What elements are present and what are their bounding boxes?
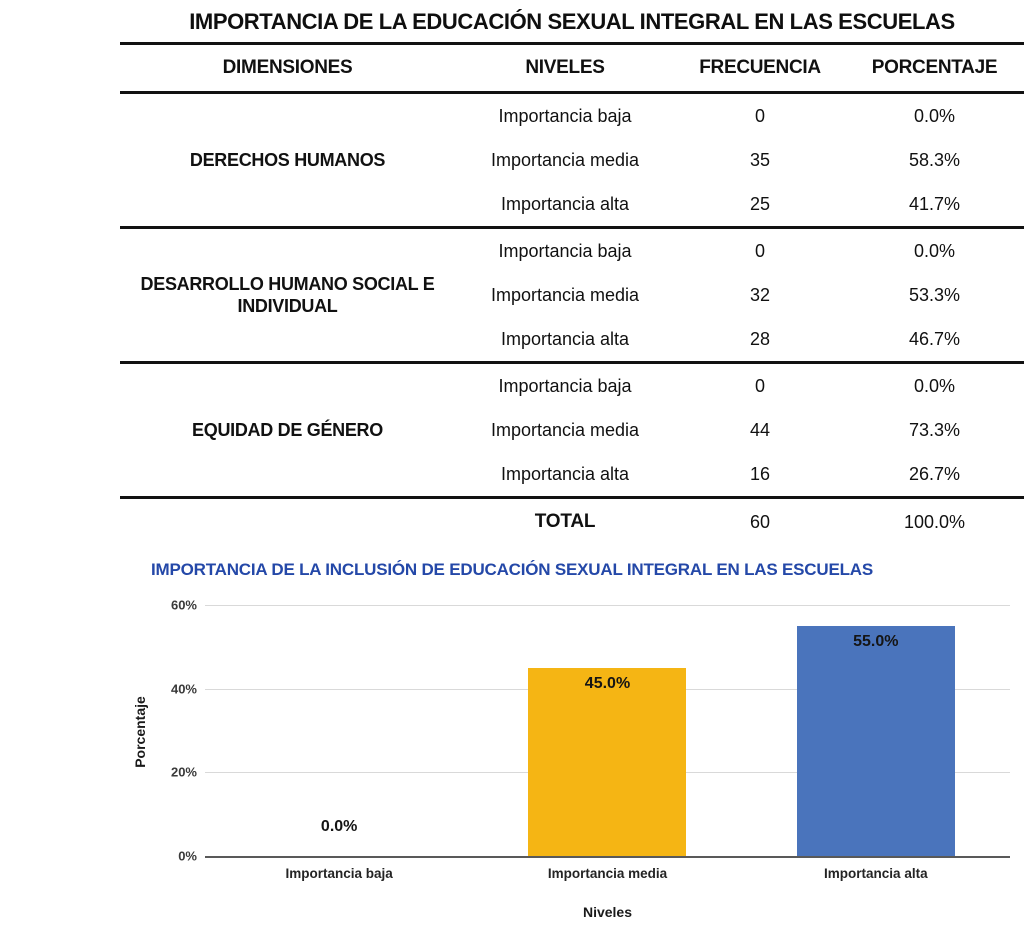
bar (797, 626, 955, 856)
nivel-cell: Importancia alta (500, 193, 630, 214)
bar-slot (473, 605, 741, 856)
y-tick-label: 40% (170, 681, 197, 697)
y-tick-label: 20% (170, 764, 197, 780)
plot-wrap (0, 597, 1024, 864)
x-category-label: Importancia baja (285, 866, 393, 881)
chart-title: IMPORTANCIA DE LA INCLUSIÓN DE EDUCACIÓN SEXUAL INTEGRAL EN LAS ESCUELAS (151, 560, 873, 579)
x-axis-labels (205, 866, 1010, 881)
bar-value-label: 55.0% (853, 632, 899, 650)
table-header-row (120, 44, 1024, 93)
bar-slot (742, 605, 1010, 856)
bar-slot (205, 605, 473, 856)
x-category-label: Importancia alta (824, 866, 928, 881)
dimension-cell: EQUIDAD DE GÉNERO (120, 363, 455, 498)
table-row (120, 363, 1024, 409)
frecuencia-cell: 28 (749, 328, 771, 349)
dimension-cell: DESARROLLO HUMANO SOCIAL E INDIVIDUAL (120, 228, 455, 363)
nivel-cell: Importancia baja (455, 228, 675, 274)
y-axis-title: Porcentaje (132, 695, 148, 768)
porcentaje-cell: 26.7% (908, 463, 961, 484)
porcentaje-cell: 73.3% (908, 419, 961, 440)
porcentaje-cell: 41.7% (908, 193, 961, 214)
nivel-cell: Importancia baja (455, 363, 675, 409)
frecuencia-cell: 16 (749, 463, 771, 484)
header-niveles: NIVELES (455, 44, 675, 93)
frecuencia-cell: 0 (675, 363, 845, 409)
header-frecuencia: FRECUENCIA (675, 44, 845, 93)
frecuencia-cell: 32 (749, 284, 771, 305)
bar-value-label: 0.0% (320, 818, 358, 835)
table-title: IMPORTANCIA DE LA EDUCACIÓN SEXUAL INTEGRAL EN LAS ESCUELAS (189, 9, 955, 34)
y-tick-label: 0% (178, 848, 197, 864)
total-frecuencia: 60 (675, 498, 845, 546)
stats-table (120, 42, 1024, 545)
porcentaje-cell: 53.3% (908, 284, 961, 305)
y-tick-label: 60% (170, 597, 197, 613)
bar-value-label: 45.0% (584, 674, 631, 692)
porcentaje-cell: 0.0% (845, 363, 1024, 409)
total-label: TOTAL (455, 498, 675, 546)
dimension-cell: DERECHOS HUMANOS (120, 93, 455, 228)
header-porcentaje: PORCENTAJE (845, 44, 1024, 93)
frecuencia-cell: 0 (675, 228, 845, 274)
porcentaje-cell: 0.0% (845, 228, 1024, 274)
bar (528, 668, 686, 856)
total-porcentaje: 100.0% (845, 498, 1024, 546)
porcentaje-cell: 58.3% (908, 149, 961, 170)
frecuencia-cell: 35 (749, 149, 771, 170)
frecuencia-cell: 25 (749, 193, 771, 214)
header-dimensiones: DIMENSIONES (120, 44, 455, 93)
nivel-cell: Importancia alta (500, 328, 630, 349)
x-axis-title: Niveles (582, 904, 633, 920)
frecuencia-cell: 44 (749, 419, 771, 440)
nivel-cell: Importancia media (490, 149, 640, 170)
table-row (120, 93, 1024, 139)
nivel-cell: Importancia media (490, 419, 640, 440)
empty-cell (120, 498, 455, 546)
x-category-label: Importancia media (547, 866, 668, 881)
table-total-row (120, 498, 1024, 546)
plot-area (170, 597, 1010, 864)
bars-container (205, 605, 1010, 856)
porcentaje-cell: 0.0% (845, 93, 1024, 139)
table-row (120, 228, 1024, 274)
porcentaje-cell: 46.7% (908, 328, 961, 349)
frecuencia-cell: 0 (675, 93, 845, 139)
nivel-cell: Importancia baja (455, 93, 675, 139)
nivel-cell: Importancia alta (500, 463, 630, 484)
bar-chart (0, 560, 1024, 920)
nivel-cell: Importancia media (490, 284, 640, 305)
